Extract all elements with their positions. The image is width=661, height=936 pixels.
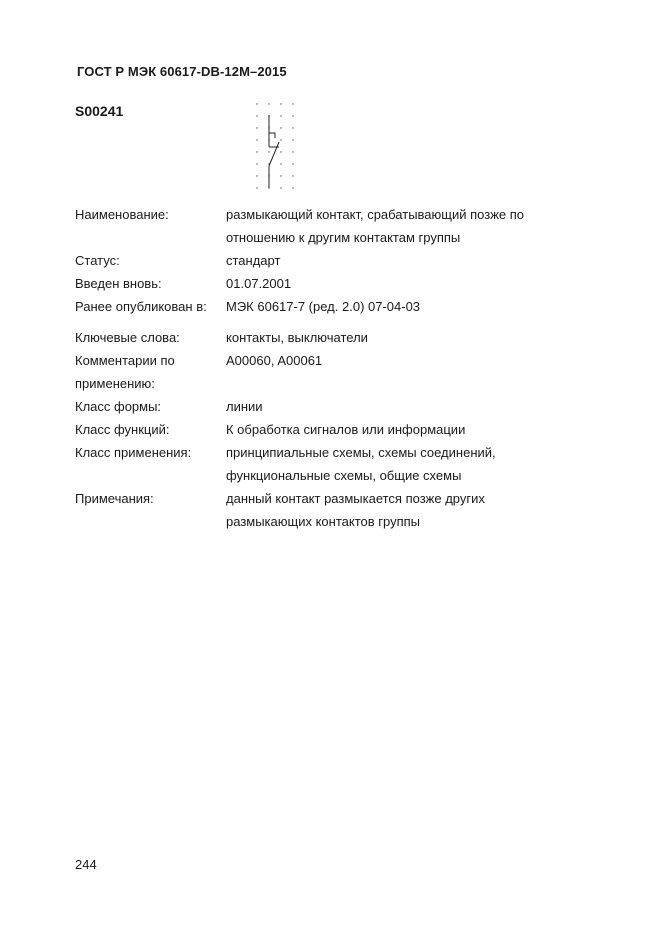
field-label: Статус:: [75, 253, 120, 268]
field-row-keywords: [75, 326, 575, 349]
field-row-notes: [75, 487, 575, 533]
grid-dot: [280, 127, 281, 128]
field-value: МЭК 60617-7 (ред. 2.0) 07-04-03: [226, 299, 421, 314]
field-label: Примечания:: [75, 491, 154, 506]
symbol-code: S00241: [75, 103, 124, 119]
field-label: Класс формы:: [75, 399, 162, 414]
grid-dot: [292, 187, 293, 188]
grid-dot: [280, 115, 281, 116]
field-row-previously-published: [75, 295, 575, 318]
field-value: К обработка сигналов или информации: [226, 422, 466, 437]
page-number: 244: [75, 857, 97, 872]
field-value: 01.07.2001: [226, 276, 292, 291]
field-label: Введен вновь:: [75, 276, 162, 291]
field-row-function-class: [75, 418, 575, 441]
grid-dot: [280, 187, 281, 188]
attribute-list: [75, 203, 575, 533]
field-value: стандарт: [226, 253, 281, 268]
grid-dot: [268, 103, 269, 104]
grid-dot: [256, 103, 257, 104]
late-break-contact-symbol-icon: [250, 100, 300, 192]
field-value: размыкающий контакт, срабатывающий позже по отношению к другим контактам группы: [226, 207, 525, 245]
grid-dot: [268, 151, 269, 152]
field-row-introduced: [75, 272, 575, 295]
grid-dot: [280, 175, 281, 176]
grid-dot: [256, 127, 257, 128]
field-value: данный контакт размыкается позже других размыкающих контактов группы: [226, 491, 485, 529]
grid-dot: [256, 175, 257, 176]
grid-dot: [280, 151, 281, 152]
grid-dot: [292, 139, 293, 140]
field-label: Комментарии по применению:: [75, 353, 175, 391]
field-value: линии: [226, 399, 263, 414]
field-label: Ранее опубликован в:: [75, 299, 207, 314]
grid-dot: [256, 187, 257, 188]
grid-dot: [256, 139, 257, 140]
field-label: Наименование:: [75, 207, 169, 222]
grid-dot: [280, 163, 281, 164]
grid-dot: [256, 163, 257, 164]
grid-dot: [292, 175, 293, 176]
field-value: A00060, A00061: [226, 353, 323, 368]
grid-dot: [280, 139, 281, 140]
grid-dot: [292, 115, 293, 116]
field-row-name: [75, 203, 575, 249]
field-row-comments: [75, 349, 575, 395]
grid-dot: [280, 103, 281, 104]
field-value: принципиальные схемы, схемы соединений, функциональные схемы, общие схемы: [226, 445, 496, 483]
grid-dot: [292, 163, 293, 164]
field-row-status: [75, 249, 575, 272]
document-header: ГОСТ Р МЭК 60617-DB-12M–2015: [77, 64, 287, 79]
grid-dot: [256, 151, 257, 152]
field-label: Класс функций:: [75, 422, 170, 437]
field-row-application-class: [75, 441, 575, 487]
grid-dot: [256, 115, 257, 116]
field-value: контакты, выключатели: [226, 330, 368, 345]
grid-dot: [292, 127, 293, 128]
grid-dot: [292, 103, 293, 104]
field-label: Ключевые слова:: [75, 330, 180, 345]
field-row-shape-class: [75, 395, 575, 418]
grid-dot: [292, 151, 293, 152]
field-label: Класс применения:: [75, 445, 192, 460]
